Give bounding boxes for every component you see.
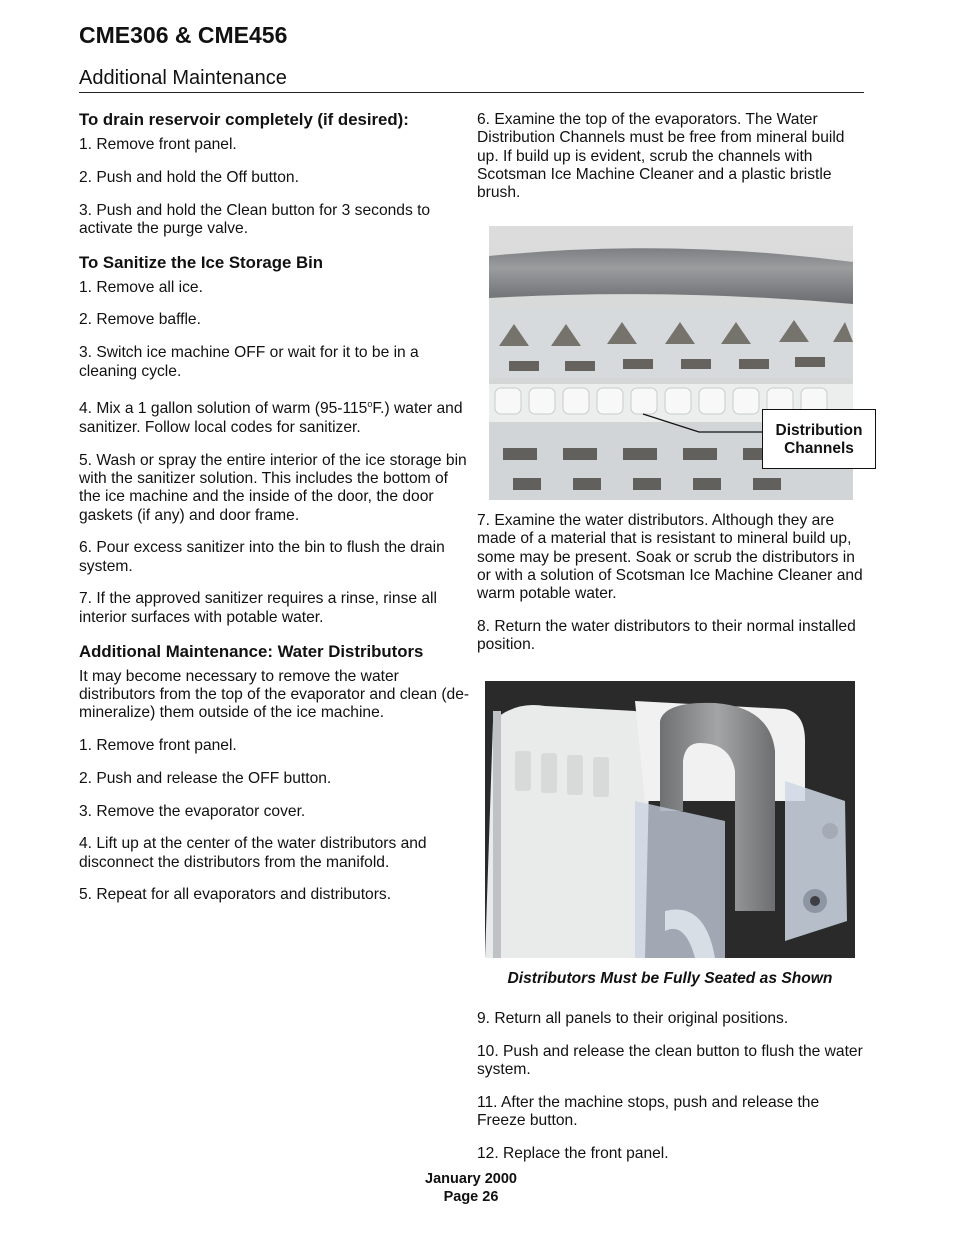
left-column — [79, 110, 471, 919]
sanitize-step-4-text: 4. Mix a 1 gallon solution of warm (95-115 — [79, 400, 368, 418]
sanitize-step-6: 6. Pour excess sanitizer into the bin to flush the drain system. — [79, 539, 445, 575]
drain-step-1: 1. Remove front panel. — [79, 136, 237, 153]
header-rule — [79, 92, 864, 93]
step-8: 8. Return the water distributors to their normal installed position. — [477, 617, 856, 654]
distributors-intro: It may become necessary to remove the water distributors from the top of the evaporator and clean (de-mineralize) them outside of the ice machine. — [79, 667, 470, 722]
distributors-step-3: 3. Remove the evaporator cover. — [79, 802, 306, 820]
step-6: 6. Examine the top of the evaporators. The Water Distribution Channels must be free from mineral build up. If build up is evident, scrub the channels with Scotsman Ice Machine Cleaner and a plastic bristle brush. — [477, 111, 845, 202]
step-9: 9. Return all panels to their original positions. — [477, 1010, 789, 1027]
drain-heading: To drain reservoir completely (if desired): — [79, 110, 409, 129]
sanitize-step-5: 5. Wash or spray the entire interior of the ice storage bin with the sanitizer solution. This includes the bottom of the ice machine and the inside of the door, the door gaskets (if any) and door frame. — [79, 451, 467, 524]
sanitize-step-1: 1. Remove all ice. — [79, 278, 203, 296]
distributors-step-2: 2. Push and release the OFF button. — [79, 769, 332, 787]
section-title: Additional Maintenance — [79, 67, 287, 89]
right-column-middle — [477, 512, 863, 669]
step-7: 7. Examine the water distributors. Although they are made of a material that is resistant to mineral build up, some may be present. Soak or scrub the distributors in or with a solution of Scotsman Ice Machine Cleaner and warm potable water. — [477, 512, 863, 603]
drain-step-3: 3. Push and hold the Clean button for 3 seconds to activate the purge valve. — [79, 201, 431, 237]
step-11: 11. After the machine stops, push and release the Freeze button. — [477, 1093, 820, 1130]
distributors-step-5: 5. Repeat for all evaporators and distributors. — [79, 886, 392, 904]
drain-step-2: 2. Push and hold the Off button. — [79, 168, 299, 186]
sanitize-step-7: 7. If the approved sanitizer requires a rinse, rinse all interior surfaces with potable water. — [79, 590, 437, 626]
footer-date: January 2000 — [425, 1171, 517, 1187]
callout-line-2: Channels — [784, 440, 854, 457]
document-title: CME306 & CME456 — [79, 22, 288, 48]
step-12: 12. Replace the front panel. — [477, 1144, 669, 1162]
degree-symbol: o — [367, 399, 373, 410]
callout-line-1: Distribution — [775, 422, 863, 439]
sanitize-step-4 — [79, 395, 471, 437]
right-column-top — [477, 111, 863, 217]
distributors-heading: Additional Maintenance: Water Distributors — [79, 641, 424, 661]
photo-caption: Distributors Must be Fully Seated as Shown — [507, 970, 833, 987]
step-10: 10. Push and release the clean button to flush the water system. — [477, 1042, 863, 1079]
sanitize-step-3: 3. Switch ice machine OFF or wait for it to be in a cleaning cycle. — [79, 344, 419, 380]
distributors-photo — [485, 681, 855, 958]
distributors-step-4: 4. Lift up at the center of the water distributors and disconnect the distributors from the manifold. — [79, 835, 427, 871]
distribution-channels-callout — [762, 409, 876, 469]
footer-page-number: Page 26 — [443, 1189, 499, 1205]
sanitize-step-2: 2. Remove baffle. — [79, 311, 201, 329]
right-column-bottom — [477, 1010, 863, 1178]
sanitize-step-4-tail: F.) water and sanitizer. Follow local codes for sanitizer. — [79, 400, 463, 436]
distributors-step-1: 1. Remove front panel. — [79, 736, 237, 754]
sanitize-heading: To Sanitize the Ice Storage Bin — [79, 252, 323, 272]
